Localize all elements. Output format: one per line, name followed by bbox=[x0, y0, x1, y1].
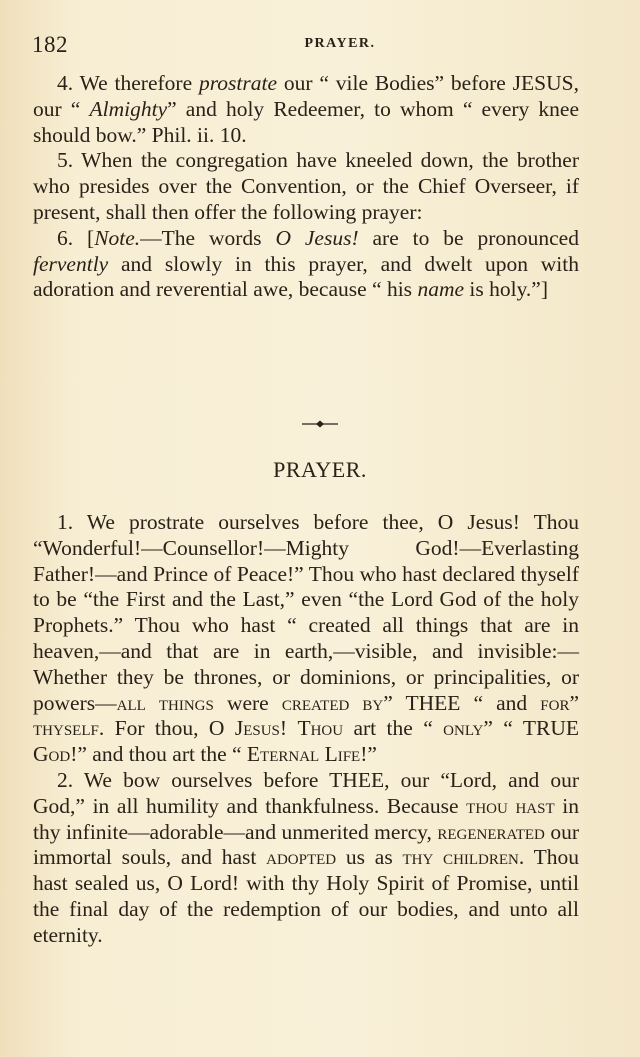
paragraph-5: 5. When the congregation have kneeled down, the brother who presides over the Convention, or the Chief Overseer, if present, shall then offer the following prayer: bbox=[33, 148, 579, 224]
paragraph-4: 4. We therefore prostrate our “ vile Bodies” before JESUS, our “ Almighty” and holy Redeemer, to whom “ every knee should bow.” Phil. ii. 10. bbox=[33, 71, 579, 147]
fleuron-icon bbox=[300, 419, 340, 429]
prayer-paragraph-2: 2. We bow ourselves before THEE, our “Lord, and our God,” in all humility and thankfulness. Because thou hast in thy infinite—adorable—and unmerited mercy, regenerated our immortal souls, and hast adopted us as thy children. Thou hast sealed us, O Lord! with thy Holy Spirit of Promise, until the final day of the redemption of our bodies, and unto all eternity. bbox=[33, 767, 580, 947]
page-header bbox=[32, 32, 608, 56]
section-title: PRAYER. bbox=[273, 457, 367, 482]
ornamental-divider bbox=[0, 416, 640, 434]
page-number: 182 bbox=[32, 32, 68, 57]
running-title: PRAYER. bbox=[304, 36, 376, 51]
prayer-paragraph-1: 1. We prostrate ourselves before thee, O Jesus! Thou “Wonderful!—Counsellor!—Mighty God!—Everlasting Father!—and Prince of Peace!” Thou who hast declared thyself to be “the First and the Last,” even “the Lord God of the holy Prophets.” Thou who hast “ created all things that are in heaven,—and that are in earth,—visible, and invisible:—Whether they be thrones, or dominions, or principalities, or powers—all things were created by” THEE “ and for” thyself. For thou, O Jesus! Thou art the “ only” “ TRUE God!” and thou art the “ Eternal Life!” bbox=[33, 510, 580, 767]
paragraph-6: 6. [Note.—The words O Jesus! are to be pronounced fervently and slowly in this prayer, and dwelt upon with adoration and reverential awe, because “ his name is holy.”] bbox=[33, 225, 579, 302]
intro-text bbox=[33, 71, 579, 303]
prayer-text bbox=[33, 510, 579, 949]
